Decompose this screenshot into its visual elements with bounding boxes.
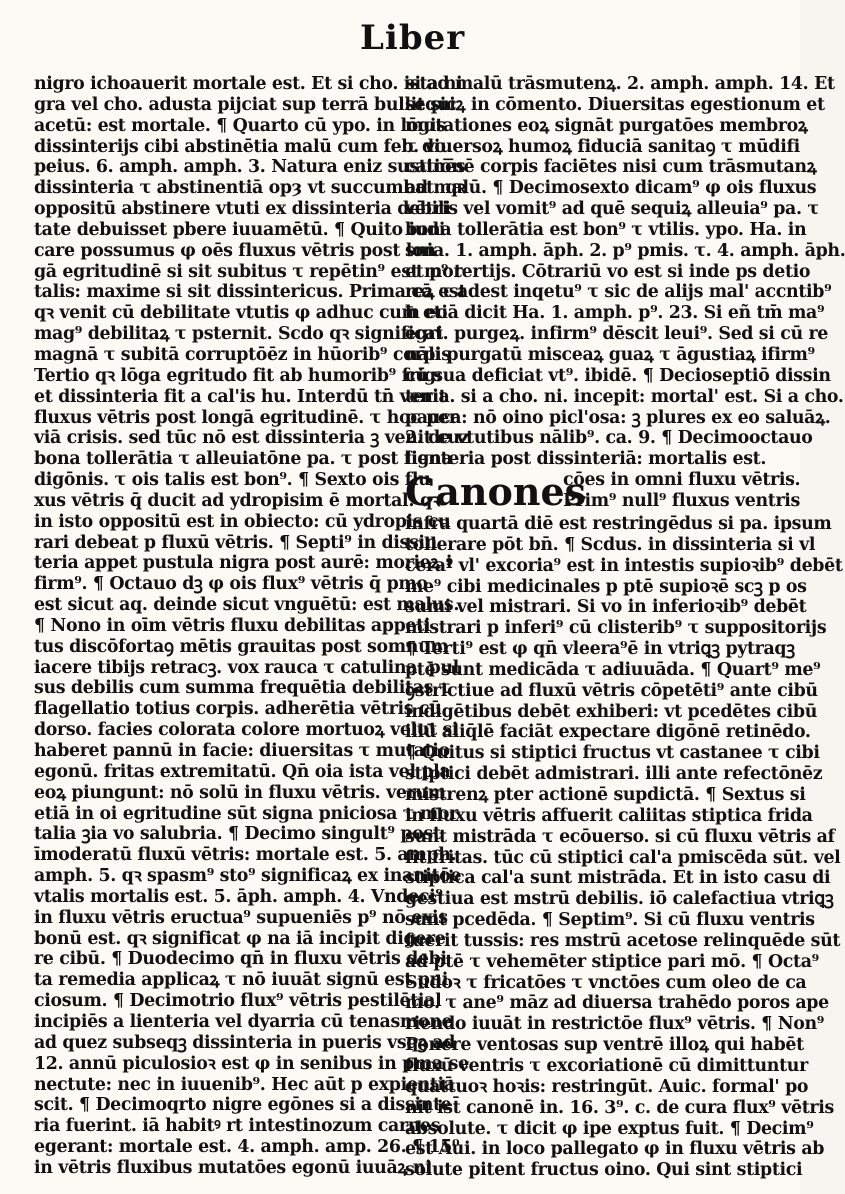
text-line: sumi vel mistrari. Si vo in inferioꝛib⁹ debēt — [405, 597, 807, 618]
text-line: firm⁹. ¶ Octauo dꝫ φ ois flux⁹ vētris q̄ pmo — [34, 574, 428, 595]
text-line: solute pitent fructus oino. Qui sint stiptici — [405, 1160, 803, 1181]
text-line: ria fuerint. iā habitꝰ rt intestinozum carnes — [34, 1116, 441, 1137]
canones-subheading — [563, 470, 800, 512]
text-line: ad quez subseqꝫ dissinteria in pueris vsqꝫ ad — [34, 1032, 456, 1053]
right-column — [405, 74, 845, 1181]
text-line: mo. τ ane⁹ māz ad diuersa trahēdo poros ape — [405, 993, 829, 1014]
text-line: egerant: mortale est. 4. amph. amp. 26. ¶ 15⁰ — [34, 1137, 460, 1158]
text-line: etiā in oi egritudine sūt signa pniciosa τ mor — [34, 803, 458, 824]
text-line: tollerare pōt bn̄. ¶ Scdus. in dissinteria si vl — [405, 534, 816, 555]
text-line: ¶ Quitus si stiptici fructus vt castanee τ cibi — [405, 743, 820, 764]
canones-heading: Canones — [405, 469, 587, 515]
text-line: teria appet pustula nigra post aurē: morieꝝ i — [34, 553, 453, 574]
text-line: sus debilis cum summa frequētia debilitas τ — [34, 678, 451, 699]
text-line: et p⁹ tertijs. Cōtrariū vo est si inde ps detio — [405, 261, 811, 282]
text-line: est sicut aq. deinde sicut vnguētū: est malus. — [34, 595, 460, 616]
text-line: et dissinteria fit a cal'is hu. Interdū tn̄ venit — [34, 386, 447, 407]
text-line: ta remedia applicaꝝ τ nō iuuāt signū est pni — [34, 970, 449, 991]
text-line: gra vel cho. adusta pijciat sup terrā bullit sic — [34, 94, 457, 115]
text-line: gestiua est mstrū debilis. iō calefactiua vtriꝗꝫ — [405, 889, 834, 910]
text-line: indigētibus debēt exhiberi: vt pcedētes cibū — [405, 701, 817, 722]
text-line: reꝝ τ adest inqetu⁹ τ sic de alijs mal' accntib⁹ — [405, 282, 832, 303]
text-line: mistrenꝝ pter actionē supdictā. ¶ Sextus si — [405, 785, 806, 805]
text-line: talia ꝫia vo salubria. ¶ Decimo singult⁹ post — [34, 824, 441, 845]
text-line: fluxus vētris post longā egritudinē. τ hoc per — [34, 407, 458, 428]
text-line: teria. si a cho. ni. incepit: mortal' est. Si a cho. — [405, 386, 844, 407]
text-line: iacere tibijs retracꝫ. vox rauca τ catulina. pul — [34, 657, 459, 678]
text-line: est Aui. in loco pallegato φ in fluxu vētris ab — [405, 1139, 825, 1160]
text-line: ¶ Terti⁹ est φ qn̄ vleera⁹ē in vtriꝗꝫ pytraqꝫ — [405, 639, 795, 660]
text-line: mutationes eoꝝ signāt purgatōes membroꝝ — [405, 115, 808, 136]
text-line: nit ist̄ canonē in. 16. 3⁹. c. de cura flux⁹ vētris — [405, 1097, 834, 1118]
text-line: xus vētris q̄ ducit ad ydropisim ē mortal: qꝛ — [34, 490, 440, 511]
text-line: quattuoꝛ hoꝛis: restringūt. Auic. formal' po — [405, 1076, 809, 1097]
text-line: eoꝝ piungunt: nō solū in fluxu vētris. verum — [34, 782, 446, 803]
text-line: Tertio qꝛ lōga egritudo fit ab humorib⁹ frig: — [34, 365, 442, 386]
canones-side-line: cōes in omni fluxu vētris. — [563, 470, 801, 491]
text-line: haberet pannū in facie: diuersitas τ mutatio — [34, 741, 450, 761]
text-line: Sudoꝛ τ fricatōes τ vnctōes cum oleo de ca — [405, 972, 807, 993]
text-line: flagellatio totius corpis. adherētia vētris cū — [34, 699, 442, 720]
running-head: Liber — [360, 18, 466, 58]
text-line: mag⁹ debilitaꝝ τ psternit. Scdo qꝛ significat — [34, 324, 443, 345]
text-line: ptē sunt medicāda τ adiuuāda. ¶ Quart⁹ me⁹ — [405, 659, 821, 680]
text-line: in fluxu vētris eructua⁹ supueniēs p⁹ nō exis — [34, 907, 448, 928]
text-line: tus discōfortaꝯ mētis grauitas post somnum — [34, 636, 449, 657]
text-line: egonū. fritas extremitatū. Qn̄ oia ista vel pla — [34, 761, 451, 782]
text-line: gā egritudinē si sit subitus τ repētin⁹ est mor — [34, 261, 463, 282]
text-line: fit fritas. tūc cū stiptici cal'a pmiscēda sūt. vel — [405, 847, 841, 868]
canones-side-line: Prim⁹ null⁹ fluxus ventris — [563, 490, 800, 511]
text-line: ad malū. ¶ Decimosexto dicam⁹ φ ois fluxus — [405, 178, 817, 199]
text-line: illū aliq̄lē faciāt expectare digōnē retinēdo. — [405, 722, 811, 743]
text-line: ciosum. ¶ Decimotrio flux⁹ vētris pestilētial — [34, 991, 442, 1012]
text-line: oppositū abstinere vtuti ex dissinteria debili — [34, 199, 451, 220]
text-line: fluxū ventris τ excoriationē cū dimittuntur — [405, 1055, 808, 1076]
text-line: pauca: nō oino picl'osa: ꝫ plures ex eo saluāꝝ. — [405, 407, 831, 428]
text-line: in isto oppositū est in obiecto: cū ydropis cu — [34, 511, 451, 532]
text-line: in vētris fluxibus mutatōes egonū iuuāꝝ ni — [34, 1157, 432, 1178]
text-line: ¶ Nono in oīm vētris fluxu debilitas appeti — [34, 615, 431, 636]
text-line: Ponere ventosas sup ventrē illoꝝ qui habēt — [405, 1035, 804, 1056]
text-line: in fluxu vētris affuerit caliitas stiptica frida — [405, 805, 813, 826]
text-line: talis: maxime si sit dissintericus. Prima cā est — [34, 282, 467, 303]
text-line: incipiēs a lienteria vel dyarria cū tenasmone — [34, 1011, 453, 1032]
text-line: re cibū. ¶ Duodecimo qn̄ in fluxu vētris debi — [34, 949, 447, 970]
text-line: 12. annū piculosioꝛ est φ in senibus in pma se — [34, 1053, 469, 1074]
text-line: dissinterijs cibi abstinētia malū cum feb. vo — [34, 136, 446, 157]
text-line: bonū est. qꝛ significat φ na iā incipit digere — [34, 928, 446, 949]
text-line: τ diuersoꝝ humoꝝ fiduciā sanitaꝯ τ mūdifi — [405, 136, 800, 157]
text-line: scit. ¶ Decimoqrto nigre egōnes si a dissinte — [34, 1095, 452, 1116]
text-line: bona tollerātia est bon⁹ τ vtilis. ypo. Ha. in — [405, 219, 807, 240]
text-line: me⁹ cibi medicinales p ptē supioꝛē scꝫ p os — [405, 576, 807, 597]
text-line: lienteria post dissinteriā: mortalis est. — [405, 449, 767, 470]
left-column — [34, 74, 470, 1179]
text-line: dissinteria τ abstinentiā opȝ vt succumbat: qꝛ — [34, 178, 466, 199]
text-line: tate debuisset pbere iuuamētū. ¶ Quito iudi — [34, 219, 446, 240]
text-line: rari debeat p fluxū vētris. ¶ Septi⁹ in dissin — [34, 532, 437, 553]
text-line: sunt pcedēda. ¶ Septim⁹. Si cū fluxu ventris — [405, 910, 815, 931]
text-line: viā crisis. sed tūc nō est dissinteria ꝫ venit cuz — [34, 428, 470, 449]
text-line: nectute: nec in iuuenib⁹. Hec aūt p expientiā — [34, 1074, 455, 1095]
text-line: ħ etiā dicit Ha. 1. amph. p⁹. 23. Si eñ tm̄ ma⁹ — [405, 303, 825, 324]
text-line: bona tollerātia τ alleuiatōne pa. τ post figna — [34, 449, 453, 470]
text-line: infra quartā diē est restringēdus si pa. ipsum — [405, 514, 832, 535]
text-line: sequiꝝ in cōmento. Diuersitas egestionum et — [405, 94, 825, 115]
text-line: nāli purgatū misceaꝝ guaꝝ τ āgustiaꝝ ifirm⁹ — [405, 344, 815, 365]
text-line: dorso. facies colorata colore mortuoꝝ velut si — [34, 720, 459, 741]
text-line: stiptica cal'a sunt mistrāda. Et in isto casu di — [405, 868, 831, 889]
text-line: riendo iuuāt in restrictōe flux⁹ vētris. ¶ Non⁹ — [405, 1014, 825, 1035]
text-line: egri. purgeꝝ. infirm⁹ dēscit leui⁹. Sed si cū re — [405, 324, 828, 345]
text-line: nigro ichoauerit mortale est. Et si cho. ista ni — [34, 74, 463, 94]
text-line: īmoderatū fluxū vētris: mortale est. 5. amph. — [34, 845, 457, 866]
text-line: magnā τ subitā corruptōēz in hūorib⁹ corpis — [34, 344, 451, 365]
text-line: catiōnē corpis faciētes nisi cum trāsmutanꝝ — [405, 157, 817, 178]
text-line: amph. 5. qꝛ spasm⁹ sto⁹ significaꝝ ex inanitōe — [34, 866, 462, 887]
text-line: digōnis. τ ois talis est bon⁹. ¶ Sexto ois flu — [34, 470, 431, 491]
text-line: acetū: est mortale. ¶ Quarto cū ypo. in lōgis — [34, 115, 446, 136]
text-line: care possumus φ oēs fluxus vētris post lon — [34, 240, 436, 261]
text-line: mistrari p inferi⁹ cū clisterib⁹ τ suppositorijs — [405, 618, 827, 639]
text-line: peius. 6. amph. amph. 3. Natura eniz sustinēs — [34, 157, 466, 178]
text-line: qꝛ venit cū debilitate vtutis φ adhuc cum eo — [34, 303, 448, 324]
text-line: 2. de vtutibus nālib⁹. ca. 9. ¶ Decimooctauo — [405, 428, 813, 449]
text-line: si ad malū trāsmutenꝝ. 2. amph. amph. 14. Et — [405, 74, 835, 94]
text-line: fuerit tussis: res mstrū acetose relinquēde sūt — [405, 930, 841, 951]
text-line: snia. 1. amph. āph. 2. p⁹ pmis. τ. 4. amph. āph. — [405, 240, 845, 261]
text-line: stiptici debēt admistrari. illi ante refectōnēz — [405, 764, 823, 785]
text-line: cū sua deficiat vt⁹. ibidē. ¶ Decioseptiō dissin — [405, 365, 831, 386]
canones-heading-block — [405, 469, 801, 515]
text-line: absolute. τ dicit φ ipe exptus fuit. ¶ Decim⁹ — [405, 1118, 814, 1139]
text-line: ꝯstrictiue ad fluxū vētris cōpetēti⁹ ante cibū — [405, 680, 818, 701]
text-line: sunt mistrāda τ ecōuerso. si cū fluxu vētris af — [405, 826, 835, 847]
text-line: cera⁹ vl' excoria⁹ est in intestis supioꝛib⁹ debēt — [405, 555, 843, 576]
text-line: vtalis mortalis est. 5. āph. amph. 4. Vndeci⁹ — [34, 886, 443, 907]
text-line: vētris vel vomit⁹ ad quē sequiꝝ alleuia⁹ pa. τ — [405, 199, 819, 220]
text-line: ad ptē τ vehemēter stiptice pari mō. ¶ Octa⁹ — [405, 951, 819, 972]
